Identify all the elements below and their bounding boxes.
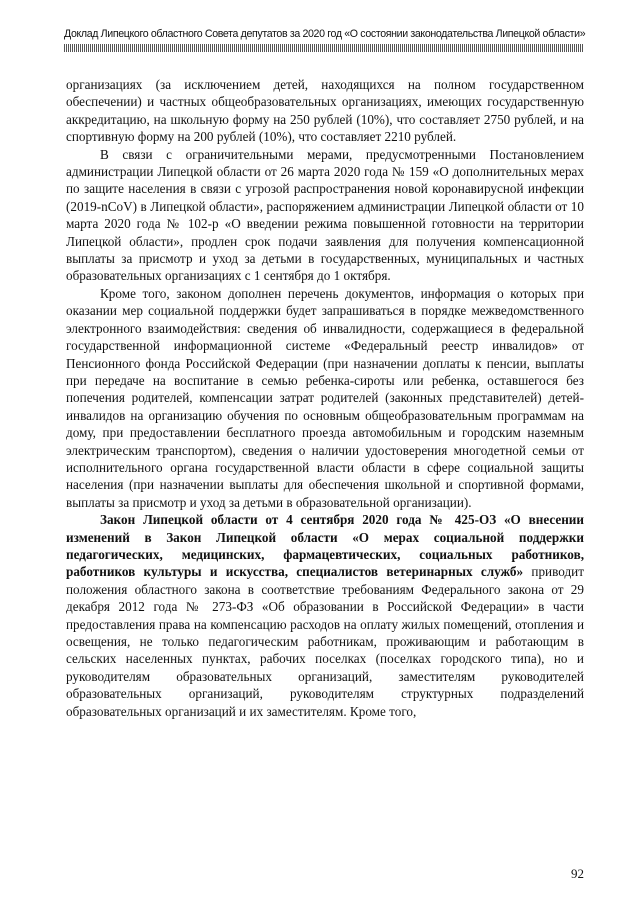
running-header: Доклад Липецкого областного Совета депутатов за 2020 год «О состоянии законодательства Липецкой области» <box>64 28 586 40</box>
paragraph-restrictive-measures: В связи с ограничительными мерами, предусмотренными Постановлением администрации Липецкой области от 26 марта 2020 года № 159 «О дополнительных мерах по защите населения в связи с угрозой распространения новой коронавирусной инфекции (2019-nCoV) в Липецкой области», распоряжением администрации Липецкой области от 10 марта 2020 года № 102-р «О введении режима повышенной готовности на территории Липецкой области», продлен срок подачи заявления для получения компенсационной выплаты за присмотр и уход за детьми в государственных, муниципальных и частных образовательных организациях с 1 сентября до 1 октября. <box>66 146 584 284</box>
header-divider <box>64 44 583 52</box>
law-title: Закон Липецкой области от 4 сентября 2020 года № 425-ОЗ «О внесении изменений в Закон Липецкой области «О мерах социальной поддержки педагогических, медицинских, фармацевтических, социальных работников, работников культуры и искусства, специалистов ветеринарных служб» <box>66 512 584 580</box>
paragraph-law-425 <box>66 511 584 720</box>
paragraph-documents-list: Кроме того, законом дополнен перечень документов, информация о которых при оказании мер социальной поддержки будет запрашиваться в порядке межведомственного электронного взаимодействия: сведения об инвалидности, содержащиеся в федеральной государственной информационной системе «Федеральный реестр инвалидов» от Пенсионного фонда Российской Федерации (при назначении доплаты к пенсии, выплаты при передаче на воспитание в семью ребенка-сироты или ребенка, оставшегося без попечения родителей, компенсации затрат родителей (законных представителей) детей-инвалидов на организацию обучения по основным общеобразовательным программам на дому, при предоставлении бесплатного проезда автомобильным и городским наземным электрическим транспортом), сведения о наличии удостоверения многодетной семьи от исполнительного органа государственной власти области в сфере социальной защиты населения (при назначении выплаты для обеспечения школьной и спортивной формами, выплаты за присмотр и уход за детьми в образовательной организации). <box>66 285 584 510</box>
page-number: 92 <box>571 866 584 881</box>
paragraph-continuation: организациях (за исключением детей, находящихся на полном государственном обеспечении) и частных общеобразовательных организациях, имеющих государственную аккредитацию, на школьную форму на 250 рублей (10%), что составляет 2750 рублей, и на спортивную форму на 200 рублей (10%), что составляет 2210 рублей. <box>66 77 584 145</box>
law-description: приводит положения областного закона в соответствие требованиям Федерального закона от 29 декабря 2012 года № 273-ФЗ «Об образовании в Российской Федерации» в части предоставления права на компенсацию расходов на оплату жилых помещений, отопления и освещения, не только педагогическим работникам, проживающим и работающим в сельских населенных пунктах, рабочих поселках (поселках городского типа), но и руководителям образовательных организаций, заместителям руководителей образовательных организаций, руководителям структурных подразделений образовательных организаций и их заместителям. Кроме того, <box>66 564 584 719</box>
document-body <box>66 76 584 720</box>
